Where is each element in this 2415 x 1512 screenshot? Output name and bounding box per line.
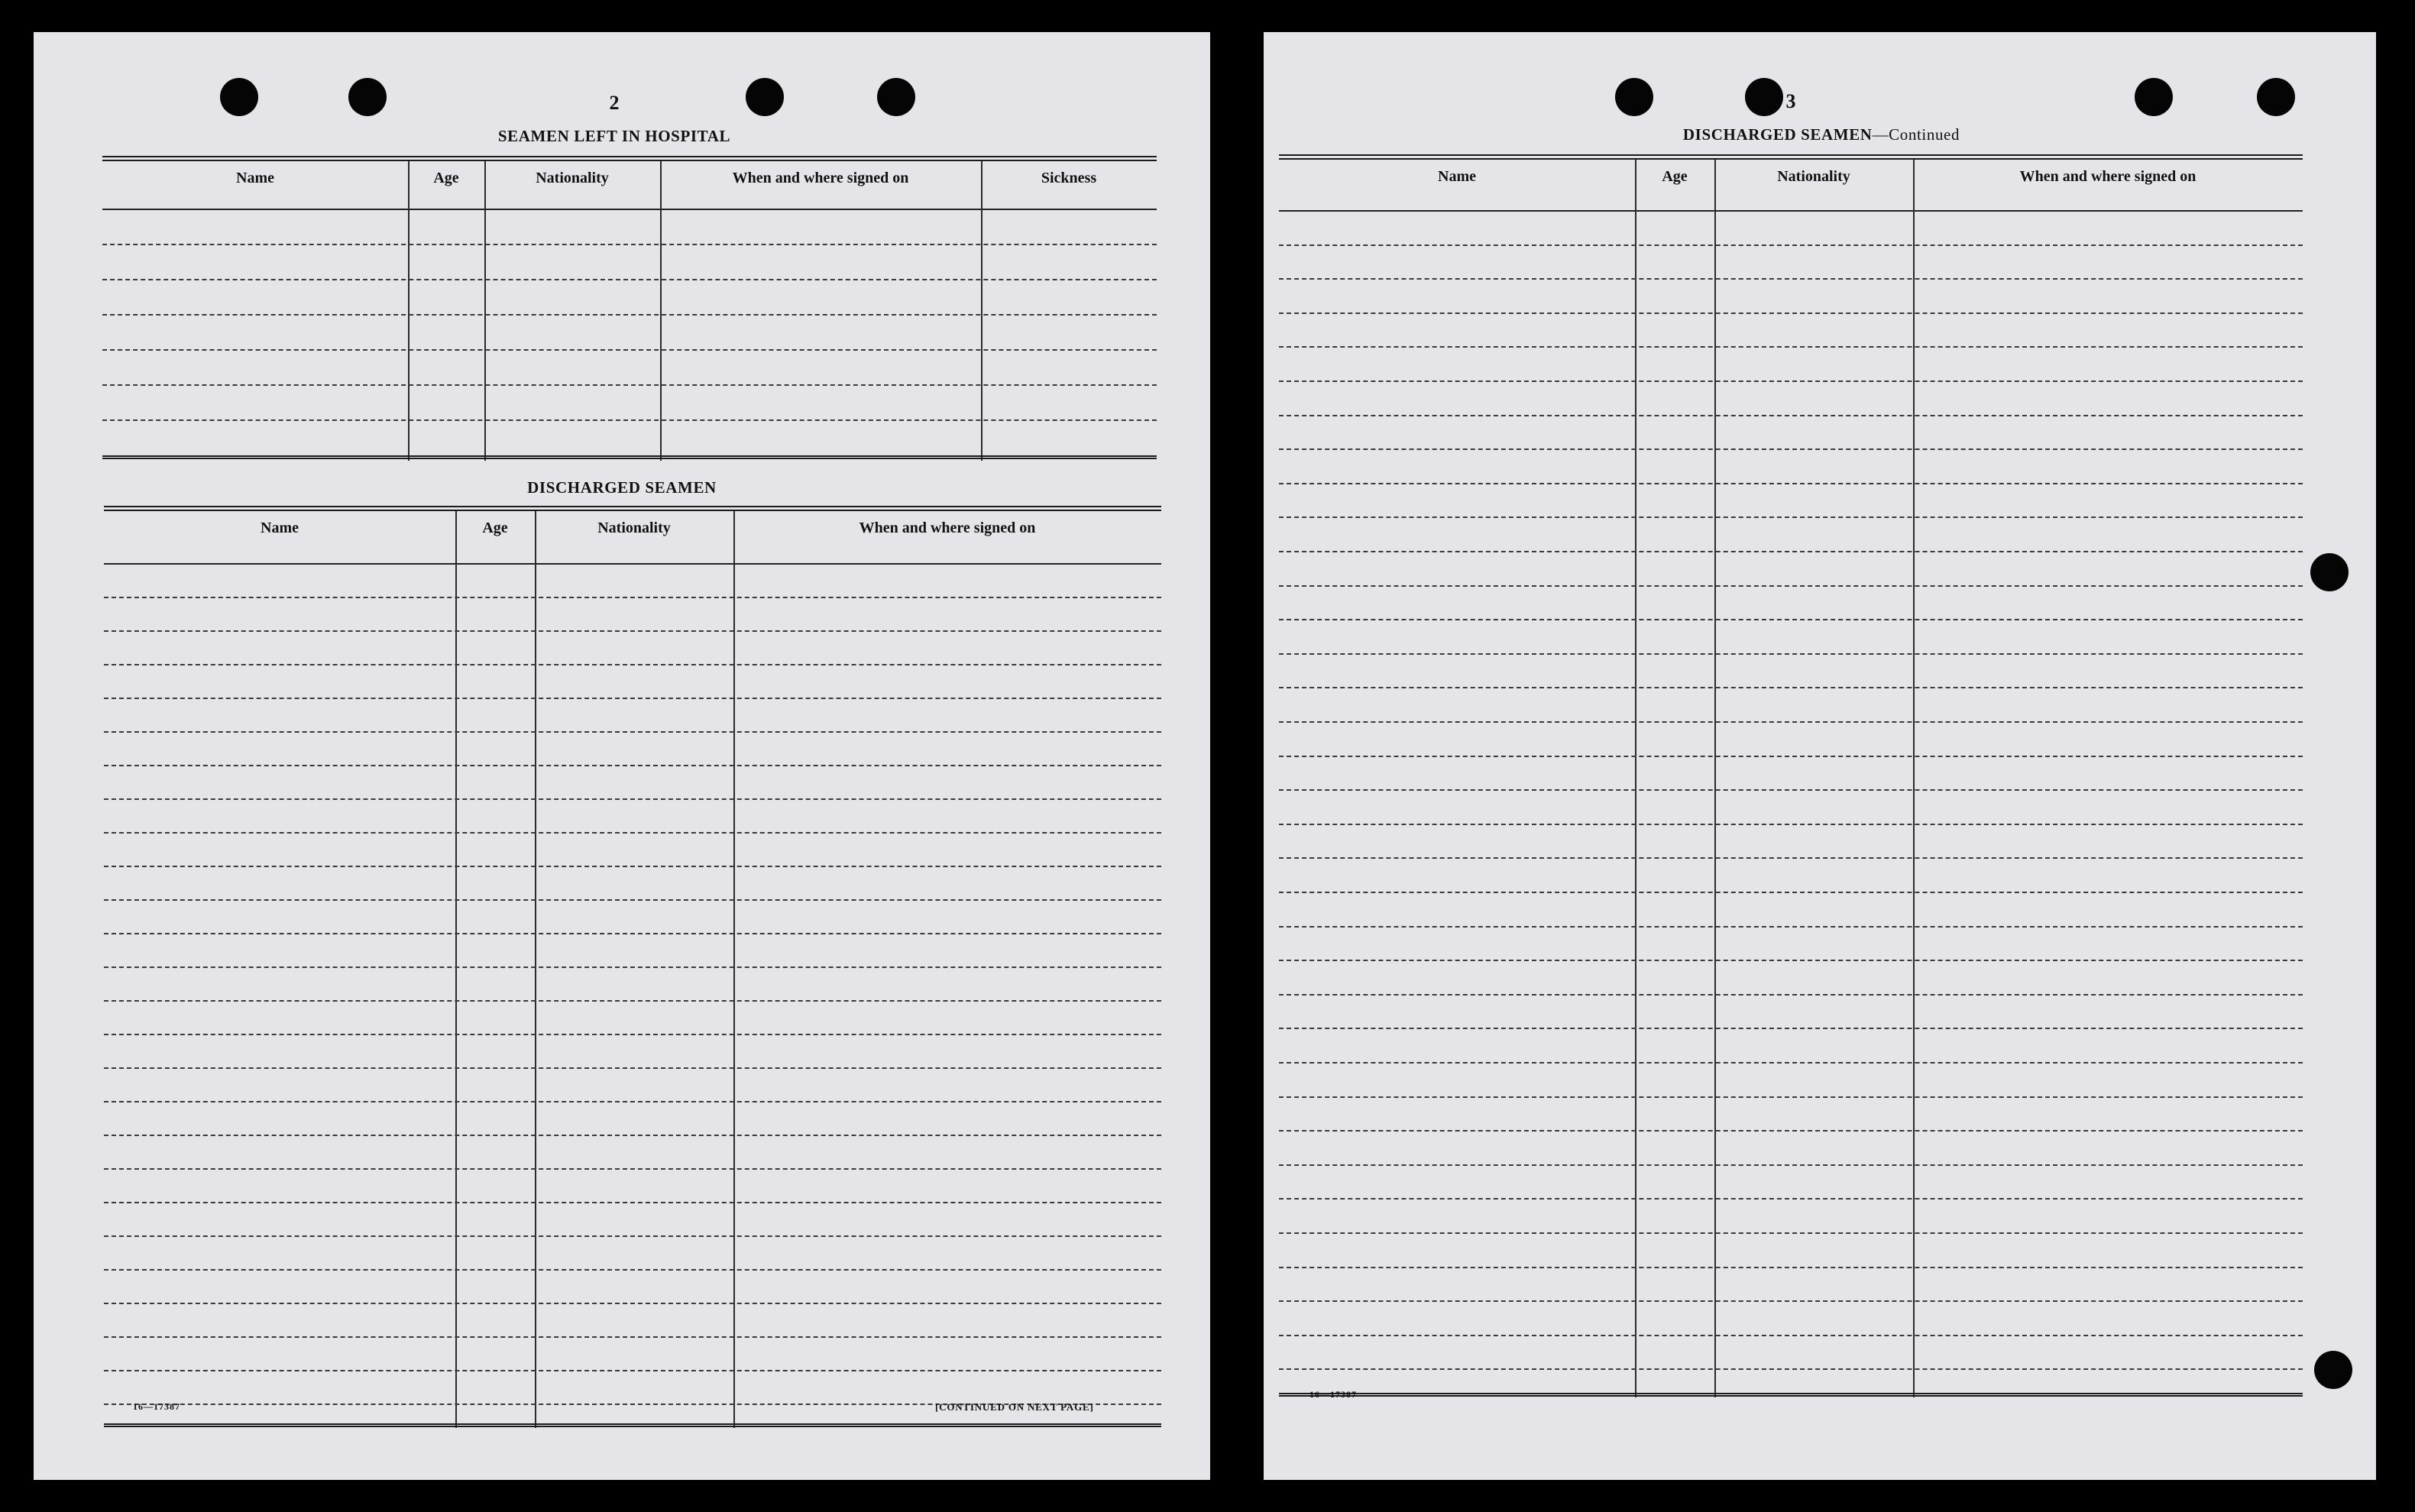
blank-row bbox=[1279, 585, 2303, 587]
column-header-age: Age bbox=[1662, 168, 1688, 185]
hospital-ledger bbox=[102, 156, 1157, 461]
blank-row bbox=[1279, 960, 2303, 961]
column-header-nationality: Nationality bbox=[597, 520, 671, 536]
form-number: 16—17387 bbox=[1309, 1389, 1357, 1400]
blank-row bbox=[104, 731, 1161, 733]
blank-row bbox=[104, 933, 1161, 934]
punch-hole bbox=[877, 78, 915, 116]
column-divider bbox=[535, 511, 536, 1428]
blank-row bbox=[104, 597, 1161, 598]
page-number: 2 bbox=[609, 92, 620, 114]
blank-row bbox=[1279, 380, 2303, 382]
page-number: 3 bbox=[1785, 90, 1796, 112]
blank-row bbox=[1279, 687, 2303, 688]
column-header-nationality: Nationality bbox=[536, 170, 609, 186]
column-divider bbox=[981, 161, 983, 461]
section-title-main: DISCHARGED SEAMEN bbox=[1682, 125, 1873, 144]
section-title-suffix: —Continued bbox=[1872, 125, 1960, 144]
blank-row bbox=[104, 966, 1161, 968]
column-header-when-where: When and where signed on bbox=[859, 520, 1036, 536]
column-header-name: Name bbox=[236, 170, 274, 186]
blank-row bbox=[1279, 1164, 2303, 1166]
blank-row bbox=[1279, 346, 2303, 348]
blank-row bbox=[1279, 1028, 2303, 1029]
blank-row bbox=[104, 698, 1161, 699]
blank-row bbox=[104, 1269, 1161, 1271]
blank-row bbox=[1279, 551, 2303, 552]
blank-row bbox=[1279, 721, 2303, 723]
section-title-hospital: SEAMEN LEFT IN HOSPITAL bbox=[497, 127, 731, 145]
column-divider bbox=[455, 511, 457, 1428]
blank-row bbox=[1279, 1198, 2303, 1200]
column-header-name: Name bbox=[1438, 168, 1476, 185]
blank-row bbox=[1279, 1096, 2303, 1098]
blank-row bbox=[1279, 1335, 2303, 1336]
blank-row bbox=[102, 279, 1157, 280]
column-header-name: Name bbox=[261, 520, 299, 536]
discharged-ledger-left bbox=[104, 506, 1161, 1428]
continued-note: [CONTINUED ON NEXT PAGE] bbox=[935, 1401, 1094, 1413]
ledger-bottom-rule bbox=[104, 1423, 1161, 1427]
section-title-discharged-continued bbox=[1516, 125, 2127, 144]
blank-row bbox=[104, 1067, 1161, 1069]
blank-row bbox=[1279, 278, 2303, 280]
blank-row bbox=[1279, 516, 2303, 518]
punch-hole bbox=[348, 78, 387, 116]
column-divider bbox=[660, 161, 662, 461]
punch-hole bbox=[220, 78, 258, 116]
blank-row bbox=[104, 630, 1161, 632]
punch-hole bbox=[2310, 553, 2349, 591]
ledger-bottom-rule bbox=[102, 455, 1157, 459]
column-divider bbox=[1635, 160, 1636, 1397]
blank-row bbox=[1279, 857, 2303, 859]
blank-row bbox=[104, 1000, 1161, 1002]
ledger-bottom-rule bbox=[1279, 1393, 2303, 1397]
blank-row bbox=[1279, 415, 2303, 416]
blank-row bbox=[104, 1135, 1161, 1136]
right-page bbox=[1264, 32, 2376, 1480]
punch-hole bbox=[2314, 1351, 2352, 1389]
punch-hole bbox=[746, 78, 784, 116]
blank-row bbox=[102, 244, 1157, 245]
punch-hole bbox=[2257, 78, 2295, 116]
blank-row bbox=[104, 899, 1161, 901]
blank-row bbox=[104, 1336, 1161, 1338]
column-divider bbox=[408, 161, 410, 461]
blank-row bbox=[102, 314, 1157, 316]
punch-hole bbox=[1615, 78, 1653, 116]
column-header-when-where: When and where signed on bbox=[2019, 168, 2196, 185]
blank-row bbox=[1279, 312, 2303, 314]
hospital-ledger-header bbox=[102, 161, 1157, 210]
blank-row bbox=[1279, 483, 2303, 484]
blank-row bbox=[104, 765, 1161, 766]
blank-row bbox=[1279, 244, 2303, 246]
blank-row bbox=[104, 1101, 1161, 1102]
blank-row bbox=[1279, 1130, 2303, 1132]
blank-row bbox=[104, 1303, 1161, 1304]
blank-row bbox=[1279, 892, 2303, 893]
blank-row bbox=[1279, 926, 2303, 928]
form-number: 16—17387 bbox=[133, 1401, 180, 1412]
blank-row bbox=[1279, 1062, 2303, 1064]
column-divider bbox=[1714, 160, 1716, 1397]
column-divider bbox=[484, 161, 486, 461]
blank-row bbox=[1279, 1232, 2303, 1234]
blank-row bbox=[104, 1034, 1161, 1035]
blank-row bbox=[104, 1202, 1161, 1203]
blank-row bbox=[1279, 824, 2303, 825]
blank-row bbox=[1279, 1300, 2303, 1302]
discharged-ledger-right bbox=[1279, 154, 2303, 1397]
discharged-ledger-header bbox=[1279, 160, 2303, 212]
blank-row bbox=[1279, 994, 2303, 996]
blank-row bbox=[1279, 789, 2303, 791]
discharged-ledger-header bbox=[104, 511, 1161, 565]
blank-row bbox=[1279, 448, 2303, 450]
blank-row bbox=[104, 1370, 1161, 1371]
section-title-discharged: DISCHARGED SEAMEN bbox=[527, 478, 717, 497]
punch-hole bbox=[2135, 78, 2173, 116]
blank-row bbox=[1279, 653, 2303, 655]
blank-row bbox=[104, 1168, 1161, 1170]
blank-row bbox=[102, 384, 1157, 386]
column-header-sickness: Sickness bbox=[1041, 170, 1097, 186]
column-header-age: Age bbox=[482, 520, 508, 536]
left-page bbox=[34, 32, 1210, 1480]
column-divider bbox=[733, 511, 735, 1428]
column-header-nationality: Nationality bbox=[1777, 168, 1850, 185]
blank-row bbox=[1279, 1267, 2303, 1268]
column-header-age: Age bbox=[433, 170, 459, 186]
column-divider bbox=[1913, 160, 1915, 1397]
blank-row bbox=[1279, 619, 2303, 620]
blank-row bbox=[104, 1235, 1161, 1237]
column-header-when-where: When and where signed on bbox=[732, 170, 909, 186]
blank-row bbox=[1279, 1368, 2303, 1370]
blank-row bbox=[104, 664, 1161, 665]
blank-row bbox=[104, 798, 1161, 800]
blank-row bbox=[102, 349, 1157, 351]
blank-row bbox=[104, 832, 1161, 834]
blank-row bbox=[104, 866, 1161, 867]
blank-row bbox=[102, 419, 1157, 421]
blank-row bbox=[1279, 756, 2303, 757]
